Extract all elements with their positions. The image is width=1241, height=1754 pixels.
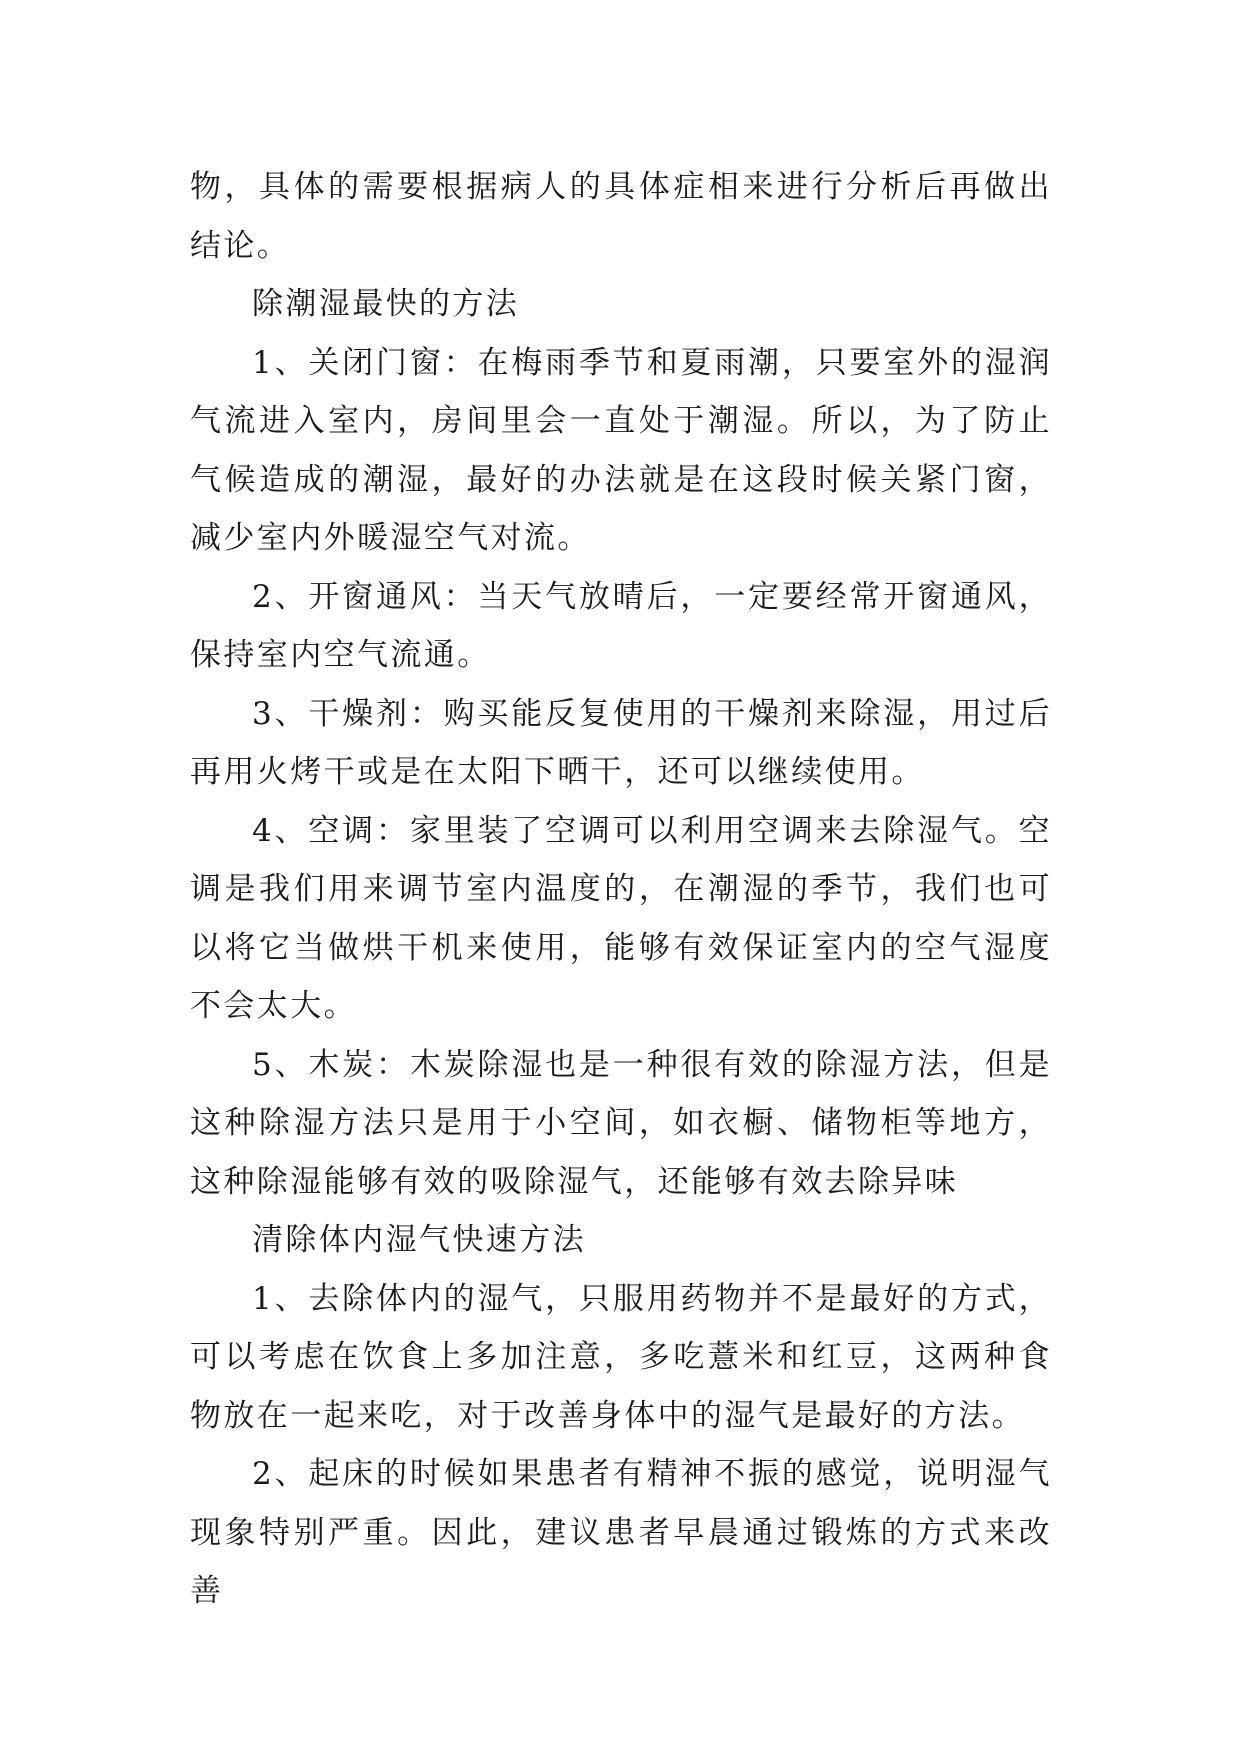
paragraph-ventilate: 2、开窗通风：当天气放晴后，一定要经常开窗通风，保持室内空气流通。 — [190, 578, 1052, 673]
paragraph-morning-exercise: 2、起床的时候如果患者有精神不振的感觉，说明湿气现象特别严重。因此，建议患者早晨通过锻炼的方式来改善 — [190, 1456, 1052, 1609]
paragraph-charcoal: 5、木炭：木炭除湿也是一种很有效的除湿方法，但是这种除湿方法只是用于小空间，如衣橱、储物柜等地方，这种除湿能够有效的吸除湿气，还能够有效去除异味 — [190, 1046, 1052, 1200]
heading-body-dampness: 清除体内湿气快速方法 — [252, 1222, 586, 1258]
paragraph-continuation: 物，具体的需要根据病人的具体症相来进行分析后再做出结论。 — [190, 169, 1052, 264]
paragraph-air-conditioner: 4、空调：家里装了空调可以利用空调来去除湿气。空调是我们用来调节室内温度的，在潮湿的季节，我们也可以将它当做烘干机来使用，能够有效保证室内的空气湿度不会太大。 — [190, 812, 1052, 1024]
paragraph-close-windows: 1、关闭门窗：在梅雨季节和夏雨潮，只要室外的湿润气流进入室内，房间里会一直处于潮湿。所以，为了防止气候造成的潮湿，最好的办法就是在这段时候关紧门窗，减少室内外暖湿空气对流。 — [190, 344, 1052, 556]
paragraph-desiccant: 3、干燥剂：购买能反复使用的干燥剂来除湿，用过后再用火烤干或是在太阳下晒干，还可以继续使用。 — [190, 695, 1052, 790]
paragraph-diet: 1、去除体内的湿气，只服用药物并不是最好的方式，可以考虑在饮食上多加注意，多吃薏米和红豆，这两种食物放在一起来吃，对于改善身体中的湿气是最好的方法。 — [190, 1280, 1052, 1434]
document-body — [190, 158, 1052, 1621]
heading-dehumidify-methods: 除潮湿最快的方法 — [252, 286, 520, 322]
